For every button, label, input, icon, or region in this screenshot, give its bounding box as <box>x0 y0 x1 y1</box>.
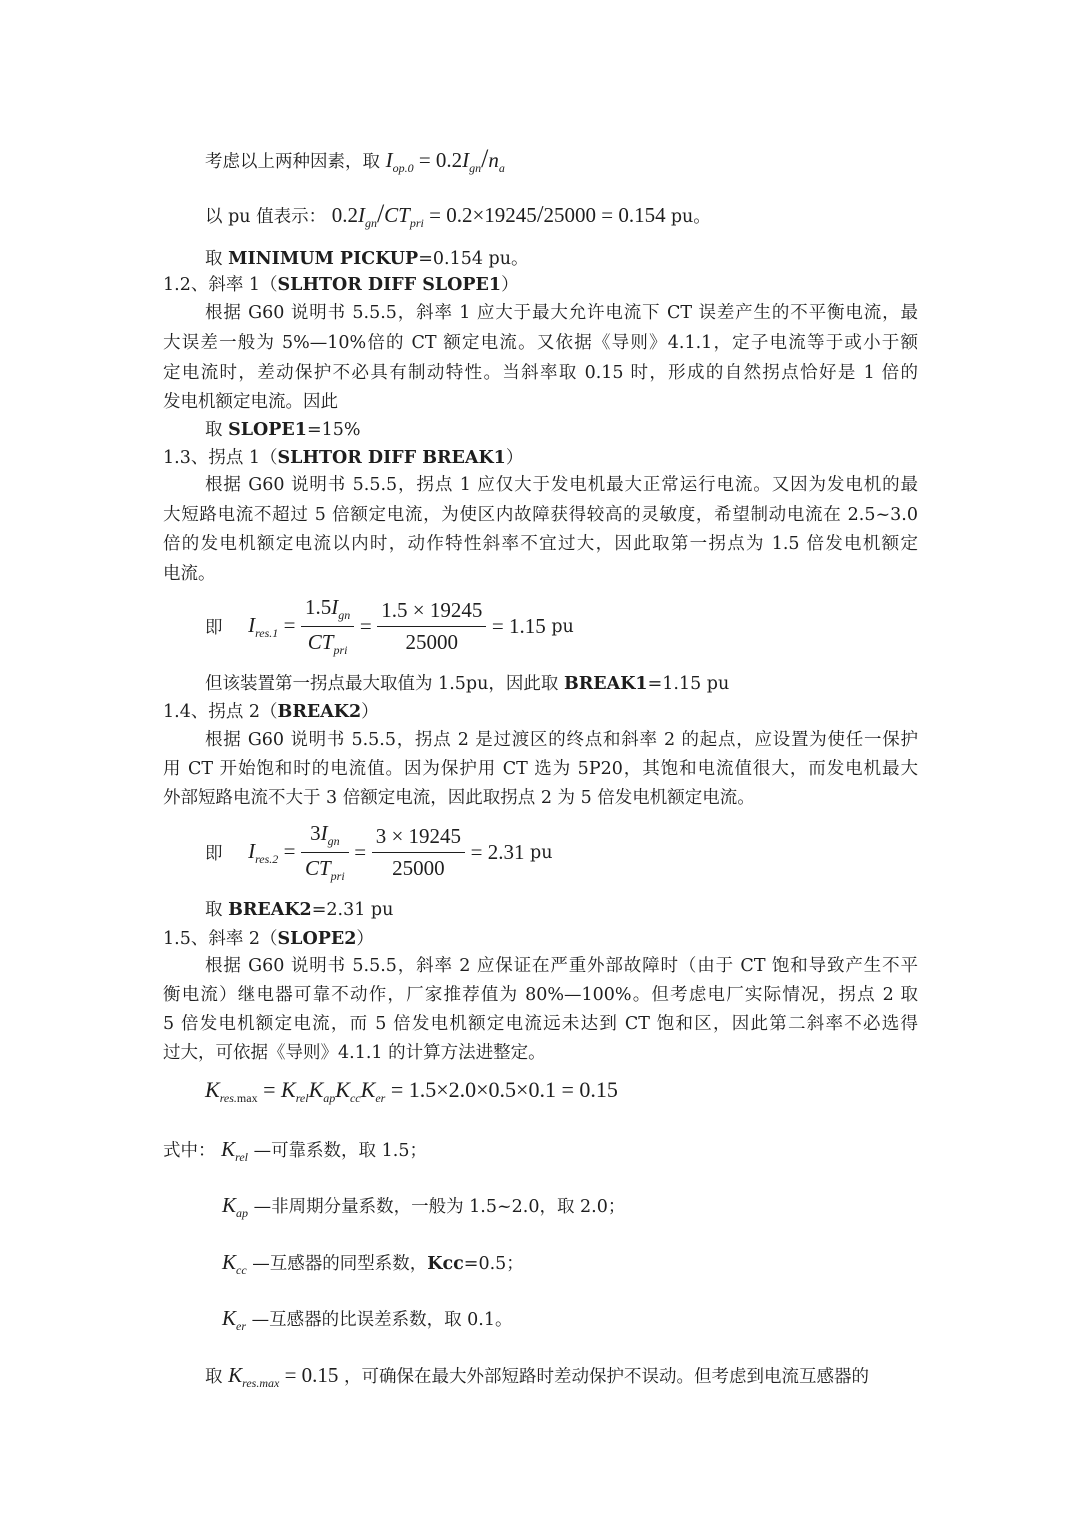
kcc-inline <box>427 1254 464 1274</box>
ires1-frac1: $\frac{1.5I_{gn}}{CT_{pri}}$ <box>301 595 354 658</box>
frac-numerator: 3 × 19245 <box>372 824 465 853</box>
formula-iop: $I_{op.0} = 0.2I_{gn}/n_a$ <box>385 144 505 175</box>
para-1-2-line1: 根据 G60 说明书 5.5.5，斜率 1 应大于最大允许电流下 CT 误差产生的不平衡电流，最 <box>205 303 918 323</box>
definition-text: —可靠系数，取 1.5； <box>253 1141 427 1161</box>
heading-num: 1.3、拐点 1（ <box>163 448 278 468</box>
definition-text: —互感器的比误差系数，取 0.1。 <box>251 1310 513 1330</box>
para-1-4-line2: 用 CT 开始饱和时的电流值。因为保护用 CT 选为 5P20，其饱和电流值很大，而发电机最大 <box>163 759 918 779</box>
equation-ires2: 即 $I_{res.2}$ = $\frac{3I_{gn}}{CT_{pri}}$ = $\frac{3 \times 19245}{25000}$ = 2.31 pu <box>205 821 553 883</box>
frac-denominator: 25000 <box>405 630 459 654</box>
equation-lead: 即 <box>205 618 223 638</box>
equation-kresmax: $K_{res.max} = K_{rel}K_{ap}K_{cc}K_{er} = 1.5\times 2.0\times 0.5\times 0.1 = 0.15$ <box>205 1077 618 1105</box>
para-1-5-line2: 衡电流）继电器可靠不动作，厂家推荐值为 80%—100%。但考虑电厂实际情况，拐点 2 取 <box>163 985 918 1005</box>
conclusion-prefix: 取 <box>205 1367 223 1387</box>
intro-line <box>205 144 505 179</box>
heading-1-4 <box>163 701 379 723</box>
para-1-5-line1: 根据 G60 说明书 5.5.5，斜率 2 应保证在严重外部故障时（由于 CT 饱和导致产生不平 <box>205 956 918 976</box>
ires2-result: = 2.31 <box>470 840 525 864</box>
setting-min-pickup <box>205 248 529 270</box>
para-1-4-line3: 外部短路电流不大于 3 倍额定电流，因此取拐点 2 为 5 倍发电机额定电流。 <box>163 788 755 808</box>
equation-lead: 即 <box>205 844 223 864</box>
setting-value: =2.31 pu <box>311 900 394 920</box>
heading-num: 1.5、斜率 2（ <box>163 929 278 949</box>
para-1-3-line2: 大短路电流不超过 5 倍额定电流，为使区内故障获得较高的灵敏度，希望制动电流在 2.5~3.0 <box>163 505 918 525</box>
heading-close: ） <box>356 929 374 949</box>
para-1-4-line1: 根据 G60 说明书 5.5.5，拐点 2 是过渡区的终点和斜率 2 的起点，应设置为使任一保护 <box>205 730 918 750</box>
heading-1-5 <box>163 928 374 950</box>
setting-slope1 <box>205 419 361 441</box>
symbol-kcc: $K_{cc}$ <box>222 1250 247 1277</box>
para-1-3-line3: 倍的发电机额定电流以内时，动作特性斜率不宜过大，因此取第一拐点为 1.5 倍发电机额定 <box>163 534 918 554</box>
para-1-2-line3: 定电流时，差动保护不必具有制动特性。当斜率取 0.15 时，形成的自然拐点恰好是 1 倍的 <box>163 363 918 383</box>
ires1-result: = 1.15 <box>491 614 546 638</box>
setting-value: =1.15 pu <box>647 674 730 694</box>
setting-name: MINIMUM PICKUP <box>228 249 419 269</box>
intro-text: 考虑以上两种因素，取 <box>205 152 380 172</box>
symbol-ker: $K_{er}$ <box>222 1306 247 1333</box>
conclusion-text: ，可确保在最大外部短路时差动保护不误动。但考虑到电流互感器的 <box>343 1367 869 1387</box>
symbol-kresmax: $K_{res.max} = 0.15$ <box>228 1363 339 1390</box>
heading-param: SLHTOR DIFF BREAK1 <box>277 448 506 468</box>
setting-value: =0.154 pu。 <box>418 249 529 269</box>
ires2-lhs: $I_{res.2}$ = <box>248 838 296 866</box>
setting-prefix: 取 <box>205 420 223 440</box>
definition-text: —互感器的同型系数， <box>252 1254 428 1274</box>
setting-break2 <box>205 899 393 921</box>
pu-line <box>205 199 711 234</box>
heading-param: SLHTOR DIFF SLOPE1 <box>277 275 502 295</box>
ires1-unit: pu <box>551 616 574 637</box>
symbol-kap: $K_{ap}$ <box>222 1193 249 1220</box>
para-1-3-line4: 电流。 <box>163 564 216 584</box>
frac-denominator: 25000 <box>392 856 445 880</box>
setting-name: BREAK2 <box>228 900 312 920</box>
ires2-frac1: $\frac{3I_{gn}}{CT_{pri}}$ <box>301 821 349 884</box>
heading-1-2 <box>163 274 519 296</box>
para-1-5-line3: 5 倍发电机额定电流，而 5 倍发电机额定电流远未达到 CT 饱和区，因此第二斜率不必选得 <box>163 1014 918 1034</box>
conclusion-line <box>205 1364 869 1394</box>
heading-param: BREAK2 <box>277 702 362 722</box>
setting-prefix: 取 <box>205 249 223 269</box>
frac-numerator: 1.5 × 19245 <box>377 598 486 627</box>
symbol-krel: $K_{rel}$ <box>221 1137 248 1164</box>
heading-num: 1.2、斜率 1（ <box>163 275 278 295</box>
definition-value: =0.5； <box>463 1254 524 1274</box>
heading-close: ） <box>501 275 519 295</box>
setting-prefix: 取 <box>205 900 223 920</box>
para-1-5-line4: 过大，可依据《导则》4.1.1 的计算方法进整定。 <box>163 1043 546 1063</box>
pu-text: 以 pu 值表示： <box>205 207 327 227</box>
setting-value: =15% <box>306 420 361 440</box>
note-text: 但该装置第一拐点最大取值为 1.5pu，因此取 <box>205 674 559 694</box>
ires1-lhs: $I_{res.1}$ = <box>248 612 296 640</box>
definition-kcc <box>222 1251 524 1281</box>
equation-ires1: 即 $I_{res.1}$ = $\frac{1.5I_{gn}}{CT_{pri}}$ = $\frac{1.5 \times 19245}{25000}$ = 1.15 pu <box>205 595 574 657</box>
heading-1-3 <box>163 447 523 469</box>
setting-name: BREAK1 <box>563 674 648 694</box>
ires2-frac2 <box>372 824 465 881</box>
heading-close: ） <box>505 448 524 468</box>
definition-kap <box>222 1194 625 1224</box>
para-1-2-line2: 大误差一般为 5%—10%倍的 CT 额定电流。又依据《导则》4.1.1，定子电流等于或小于额 <box>163 333 918 353</box>
pu-unit: pu。 <box>670 207 711 227</box>
para-1-2-line4: 发电机额定电流。因此 <box>163 392 338 412</box>
note-break1 <box>205 673 729 695</box>
kcc-symbol-text: Kcc <box>427 1254 464 1274</box>
definition-lead: 式中： <box>163 1141 216 1161</box>
definition-ker <box>222 1307 513 1337</box>
heading-param: SLOPE2 <box>277 929 357 949</box>
setting-name: SLOPE1 <box>228 420 307 440</box>
definition-krel <box>163 1138 427 1168</box>
heading-close: ） <box>361 702 379 722</box>
ires2-unit: pu <box>530 842 553 863</box>
para-1-3-line1: 根据 G60 说明书 5.5.5，拐点 1 应仅大于发电机最大正常运行电流。又因为发电机的最 <box>205 475 918 495</box>
ires1-frac2 <box>377 598 486 655</box>
definition-text: —非周期分量系数，一般为 1.5~2.0，取 2.0； <box>253 1197 626 1217</box>
heading-num: 1.4、拐点 2（ <box>163 702 278 722</box>
formula-pu: $0.2I_{gn}/CT_{pri} = 0.2\times 19245/25000 = 0.154$ <box>331 199 671 230</box>
